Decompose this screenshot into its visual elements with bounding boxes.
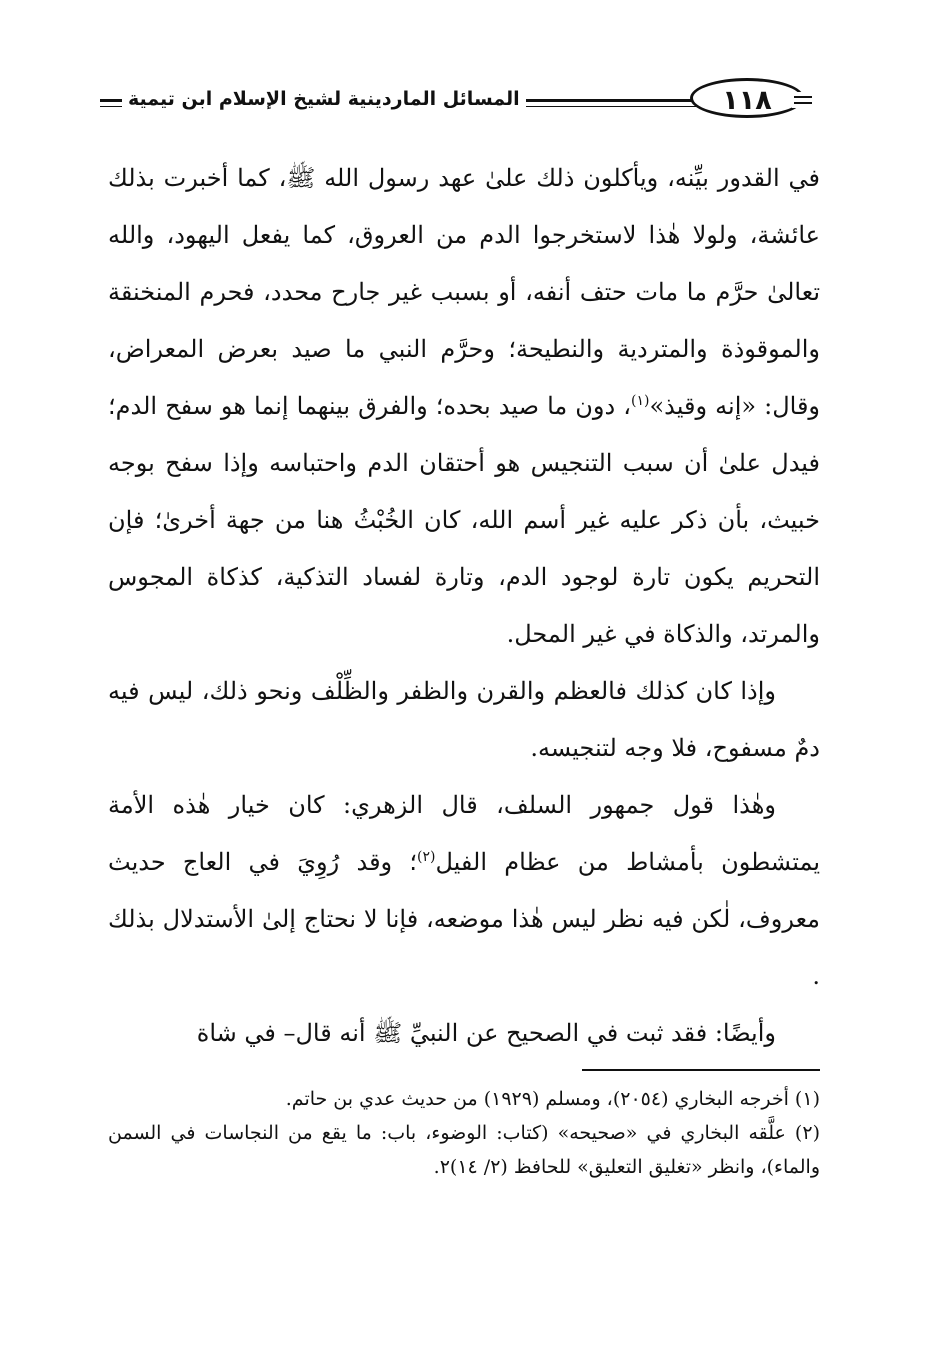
- paragraph-3-text-b: ؛ وقد رُوِيَ في العاج حديث معروف، لٰكن فيه نظر ليس هٰذا موضعه، فإنا لا نحتاج إلىٰ الأستدلال بذلك .: [108, 848, 820, 990]
- paragraph-1-text-a: في القدور بيِّنه، ويأكلون ذلك علىٰ عهد رسول الله ﷺ، كما أخبرت بذلك عائشة، ولولا هٰذا لاستخرجوا الدم من العروق، كما يفعل اليهود، والله تعالىٰ حرَّم ما مات حتف أنفه، أو بسبب غير جارح محدد، فحرم المنخنقة والموقوذة والمتردية والنطيحة؛ وحرَّم النبي ما صيد بعرض المعراض، وقال: «إنه وقيذ»: [108, 164, 821, 420]
- header-ornament: [792, 92, 812, 108]
- running-header: [100, 78, 812, 122]
- footnote-1: (١) أخرجه البخاري (٢٠٥٤)، ومسلم (١٩٢٩) من حديث عدي بن حاتم.: [285, 1088, 820, 1110]
- paragraph-2: وإذا كان كذلك فالعظم والقرن والظفر والظِّلْف ونحو ذلك، ليس فيه دمٌ مسفوح، فلا وجه لتنجيسه.: [108, 677, 820, 762]
- paragraph-4: وأيضًا: فقد ثبت في الصحيح عن النبيِّ ﷺ أنه قال– في شاة: [196, 1019, 776, 1047]
- paragraph-3: [108, 777, 820, 1005]
- footnote-2: (٢) علَّقه البخاري في «صحيحه» (كتاب: الوضوء، باب: ما يقع من النجاسات في السمن والماء)، وانظر «تغليق التعليق» للحافظ (٢/ ١٤)٢.: [108, 1122, 820, 1178]
- footnote-ref-2: (٢): [417, 849, 436, 865]
- footnote-separator: [582, 1069, 820, 1071]
- paragraph-3-text-a: وهٰذا قول جمهور السلف، قال الزهري: كان خيار هٰذه الأمة يمتشطون بأمشاط من عظام الفيل: [108, 791, 820, 876]
- paragraph-1-text-b: ، دون ما صيد بحده؛ والفرق بينهما إنما هو سفح الدم؛ فيدل علىٰ أن سبب التنجيس هو أحتقان الدم واحتباسه وإذا سفح بوجه خبيث، بأن ذكر عليه غير أسم الله، كان الخُبْثُ هنا من جهة أخرىٰ؛ فإن التحريم يكون تارة لوجود الدم، وتارة لفساد التذكية، كذكاة المجوس والمرتد، والذكاة في غير المحل.: [108, 392, 820, 648]
- main-text: [108, 150, 820, 1062]
- footnotes: [108, 1082, 820, 1184]
- running-title: المسائل الماردينية لشيخ الإسلام ابن تيمية: [122, 84, 526, 114]
- page-number: ١١٨: [690, 78, 804, 118]
- paragraph-1: [108, 150, 820, 663]
- footnote-ref-1: (١): [631, 393, 650, 409]
